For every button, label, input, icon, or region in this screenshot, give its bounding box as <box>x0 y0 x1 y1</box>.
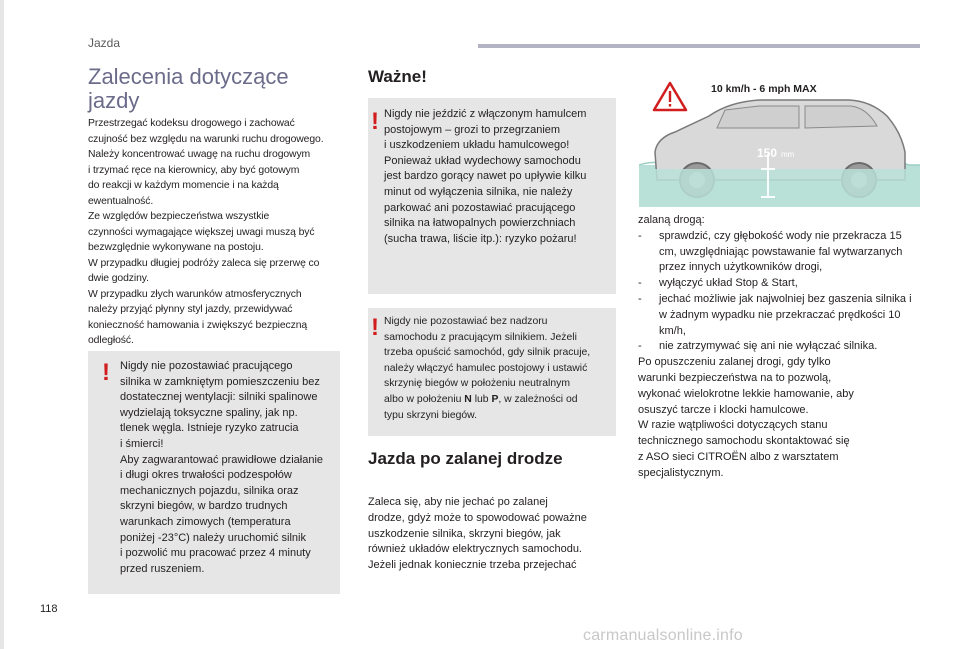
warning-exclamation-icon: ! <box>102 359 110 386</box>
instruction-list <box>638 229 920 355</box>
page-title: Zalecenia dotyczące jazdy <box>88 64 289 113</box>
flooded-road-instructions <box>638 213 920 482</box>
depth-unit: mm <box>781 150 795 159</box>
list-dash: - <box>638 229 642 242</box>
driving-recommendations-text: Przestrzegać kodeksu drogowego i zachować czujność bez względu na warunki ruchu drogowego. Należy koncentrować uwagę na ruchu drogowym i trzymać ręce na kierownicy, aby być gotowym do reakcji w każdym momencie i na każdą ewentualność. Ze względów bezpieczeństwa wszystkie czynności wymagające większej uwagi muszą być bezwzględnie wykonywane na postoju. W przypadku długiej podróży zaleca się przerwę co dwie godziny. W przypadku złych warunków atmosferycznych należy przyjąć płynny styl jazdy, przewidywać konieczność hamowania i zwiększyć bezpieczną odległość. <box>88 118 324 346</box>
warning-exclamation-icon: ! <box>371 314 379 341</box>
instruction-list-item <box>638 229 920 276</box>
warning-text-part: lub <box>471 393 492 405</box>
page-number: 118 <box>40 603 58 615</box>
warning-text-part: , w zależności od typu skrzyni biegów. <box>384 393 578 421</box>
warning-text: Nigdy nie pozostawiać pracującego silnika w zamkniętym pomieszczeniu bez dostatecznej wentylacji: silniki spalinowe wydzielają toksyczne spaliny, jak np. tlenek węgla. Istnieje ryzyko zatrucia i śmierci! Aby zagwarantować prawidłowe działanie i długi okres trwałości podzespołów mechanicznych pojazdu, silnika oraz skrzyni biegów, w bardzo trudnych warunkach zimowych (temperatura poniżej -23°C) należy uruchomić silnik i pozwolić mu pracować przez 4 minuty przed ruszeniem. <box>120 360 324 575</box>
warning-box-parking-brake <box>368 98 616 294</box>
section-header-title: Jazda <box>88 36 121 50</box>
list-dash: - <box>638 340 642 353</box>
car-in-water-drawing <box>639 80 920 207</box>
warning-box-unattended <box>368 308 616 436</box>
flooded-road-heading: Jazda po zalanej drodze <box>368 449 563 468</box>
page-edge-rule <box>0 0 4 649</box>
list-item-text: jechać możliwie jak najwolniej bez gaszenia silnika i w żadnym wypadku nie przekraczać prędkości 10 km/h, <box>659 292 912 337</box>
warning-exclamation-icon: ! <box>371 108 379 135</box>
watermark-text: carmanualsonline.info <box>583 627 743 644</box>
important-heading: Ważne! <box>368 67 427 86</box>
warning-text: Nigdy nie jeździć z włączonym hamulcem postojowym – grozi to przegrzaniem i uszkodzeniem układu hamulcowego! Ponieważ układ wydechowy samochodu jest bardzo gorący nawet po upływie kilku minut od wyłączenia silnika, nie należy parkować ani pozostawiać pracującego silnika na łatwopalnych powierzchniach (sucha trawa, liście itp.): ryzyko pożaru! <box>384 108 587 245</box>
warning-triangle-icon <box>654 83 686 110</box>
warning-text-part: Nigdy nie pozostawiać bez nadzoru samochodu z pracującym silnikiem. Jeżeli trzeba opuścić samochód, gdy silnik pracuje, należy włączyć hamulec postojowy i ustawić skrzynię biegów w położeniu neutralnym albo w położeniu <box>384 316 591 405</box>
warning-box-ventilation <box>88 351 340 594</box>
warning-text <box>384 314 614 423</box>
flooded-road-illustration <box>639 80 920 207</box>
list-item-text: nie zatrzymywać się ani nie wyłączać silnika. <box>659 340 878 353</box>
instructions-intro: zalaną drogą: <box>638 214 705 226</box>
flooded-road-intro-text: Zaleca się, aby nie jechać po zalanej drodze, gdyż może to spowodować poważne uszkodzenie silnika, skrzyni biegów, jak również układów elektrycznych samochodu. Jeżeli jednak koniecznie trzeba przejechać <box>368 496 587 572</box>
section-header-bar <box>478 44 920 48</box>
list-item-text: sprawdzić, czy głębokość wody nie przekracza 15 cm, uwzględniając powstawanie fal wytwarzanych przez innych użytkowników drogi, <box>659 229 903 274</box>
list-dash: - <box>638 277 642 290</box>
instruction-list-item <box>638 276 920 292</box>
max-speed-label: 10 km/h - 6 mph MAX <box>711 83 817 95</box>
depth-value: 150 <box>757 146 778 160</box>
instruction-list-item <box>638 292 920 339</box>
instructions-outro: Po opuszczeniu zalanej drogi, gdy tylko warunki bezpieczeństwa na to pozwolą, wykonać wielokrotne lekkie hamowanie, aby osuszyć tarcze i klocki hamulcowe. W razie wątpliwości dotyczących stanu technicznego samochodu skontaktować się z ASO sieci CITROËN albo z warsztatem specjalistycznym. <box>638 356 854 479</box>
list-item-text: wyłączyć układ Stop & Start, <box>659 277 798 290</box>
instruction-list-item <box>638 339 920 355</box>
gear-p-label: P <box>491 393 499 405</box>
list-dash: - <box>638 292 642 305</box>
gear-n-label: N <box>464 393 472 405</box>
